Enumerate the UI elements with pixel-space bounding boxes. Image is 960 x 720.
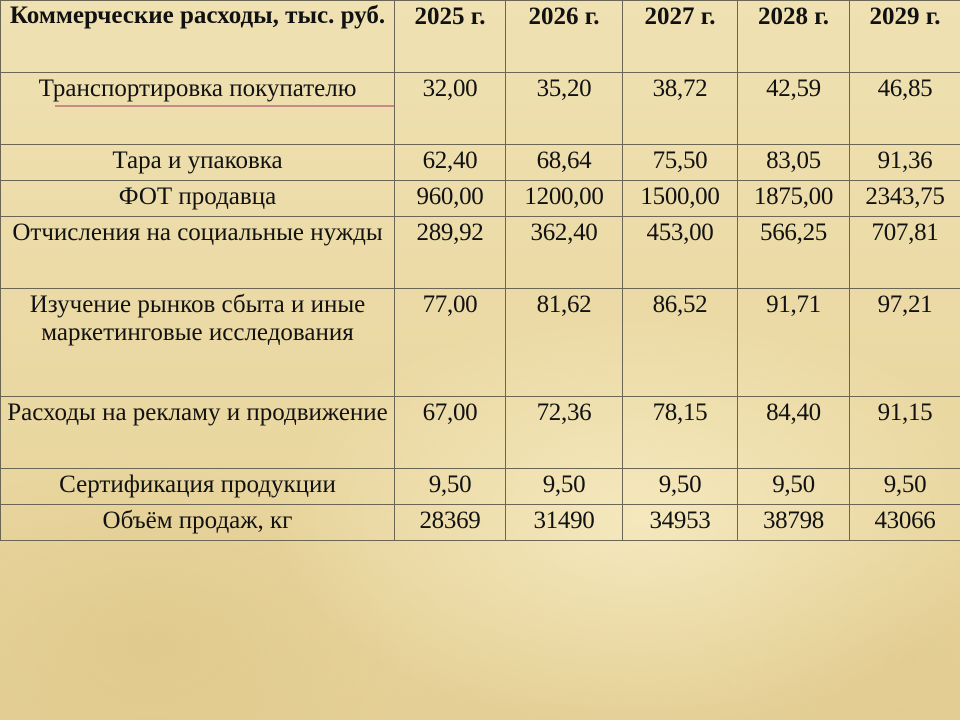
table-row (1, 505, 960, 541)
header-cell: Коммерческие расходы, тыс. руб. (1, 1, 395, 73)
value-cell: 707,81 (850, 217, 960, 289)
value-cell: 32,00 (395, 73, 506, 145)
value-cell: 289,92 (395, 217, 506, 289)
value-cell: 362,40 (506, 217, 623, 289)
table-row (1, 289, 960, 397)
value-cell: 1200,00 (506, 181, 623, 217)
row-label: Транспортировка покупателю (38, 75, 357, 102)
value-cell: 91,36 (850, 145, 960, 181)
value-cell: 9,50 (738, 469, 850, 505)
value-cell: 43066 (850, 505, 960, 541)
row-label-cell: Отчисления на социальные нужды (1, 217, 395, 289)
value-cell: 75,50 (623, 145, 738, 181)
value-cell: 34953 (623, 505, 738, 541)
value-cell: 35,20 (506, 73, 623, 145)
value-cell: 960,00 (395, 181, 506, 217)
value-cell: 1875,00 (738, 181, 850, 217)
header-cell: 2026 г. (506, 1, 623, 73)
value-cell: 91,15 (850, 397, 960, 469)
value-cell: 62,40 (395, 145, 506, 181)
value-cell: 1500,00 (623, 181, 738, 217)
value-cell: 9,50 (623, 469, 738, 505)
value-cell: 97,21 (850, 289, 960, 397)
value-cell: 566,25 (738, 217, 850, 289)
table-row (1, 217, 960, 289)
table-row (1, 73, 960, 145)
row-label-cell: Расходы на рекламу и продвижение (1, 397, 395, 469)
row-label-cell: Тара и упаковка (1, 145, 395, 181)
value-cell: 78,15 (623, 397, 738, 469)
value-cell: 46,85 (850, 73, 960, 145)
value-cell: 86,52 (623, 289, 738, 397)
table-row (1, 397, 960, 469)
value-cell: 9,50 (506, 469, 623, 505)
row-label-cell: ФОТ продавца (1, 181, 395, 217)
value-cell: 453,00 (623, 217, 738, 289)
value-cell: 67,00 (395, 397, 506, 469)
header-cell: 2029 г. (850, 1, 960, 73)
value-cell: 72,36 (506, 397, 623, 469)
decorative-rule (55, 105, 394, 107)
row-label-cell: Объём продаж, кг (1, 505, 395, 541)
value-cell: 68,64 (506, 145, 623, 181)
table-row (1, 181, 960, 217)
value-cell: 84,40 (738, 397, 850, 469)
header-row (1, 1, 960, 73)
value-cell: 38798 (738, 505, 850, 541)
table-row (1, 469, 960, 505)
value-cell: 9,50 (850, 469, 960, 505)
header-cell: 2027 г. (623, 1, 738, 73)
row-label-cell (1, 73, 395, 145)
value-cell: 31490 (506, 505, 623, 541)
value-cell: 28369 (395, 505, 506, 541)
value-cell: 9,50 (395, 469, 506, 505)
value-cell: 91,71 (738, 289, 850, 397)
table-row (1, 145, 960, 181)
value-cell: 42,59 (738, 73, 850, 145)
header-cell: 2028 г. (738, 1, 850, 73)
value-cell: 83,05 (738, 145, 850, 181)
value-cell: 38,72 (623, 73, 738, 145)
value-cell: 81,62 (506, 289, 623, 397)
row-label-cell: Сертификация продукции (1, 469, 395, 505)
row-label-cell: Изучение рынков сбыта и иные маркетинговые исследования (1, 289, 395, 397)
value-cell: 77,00 (395, 289, 506, 397)
value-cell: 2343,75 (850, 181, 960, 217)
header-cell: 2025 г. (395, 1, 506, 73)
